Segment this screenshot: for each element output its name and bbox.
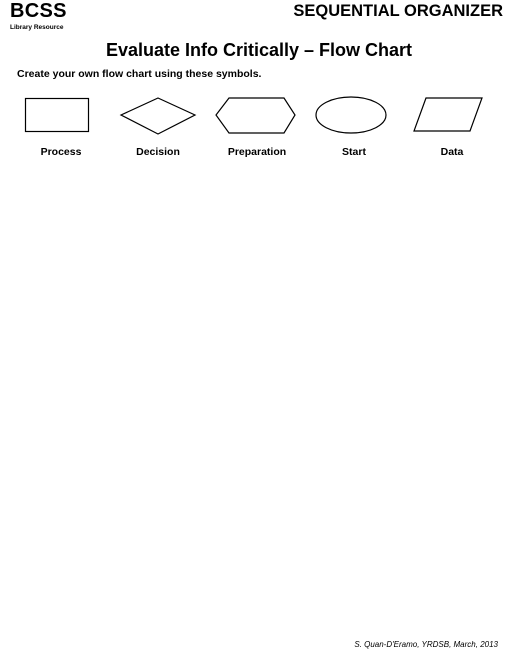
symbol-label-decision: Decision <box>136 146 180 158</box>
org-subtitle: Library Resource <box>10 24 64 31</box>
instructions-text: Create your own flow chart using these symbols. <box>17 68 262 80</box>
symbol-label-data: Data <box>440 146 464 158</box>
symbol-label-start: Start <box>342 146 366 158</box>
parallelogram-icon <box>414 98 482 131</box>
page-title: Evaluate Info Critically – Flow Chart <box>105 40 413 60</box>
org-name: BCSS <box>10 0 67 22</box>
rectangle-icon <box>26 99 89 132</box>
hexagon-icon <box>216 98 295 133</box>
symbol-label-process: Process <box>40 146 82 158</box>
ellipse-icon <box>316 97 386 133</box>
flowchart-symbols <box>0 92 518 142</box>
symbol-label-preparation: Preparation <box>227 146 287 158</box>
author-credit: S. Quan-D'Eramo, YRDSB, March, 2013 <box>354 640 498 649</box>
document-type: SEQUENTIAL ORGANIZER <box>293 2 503 20</box>
diamond-icon <box>121 98 195 134</box>
